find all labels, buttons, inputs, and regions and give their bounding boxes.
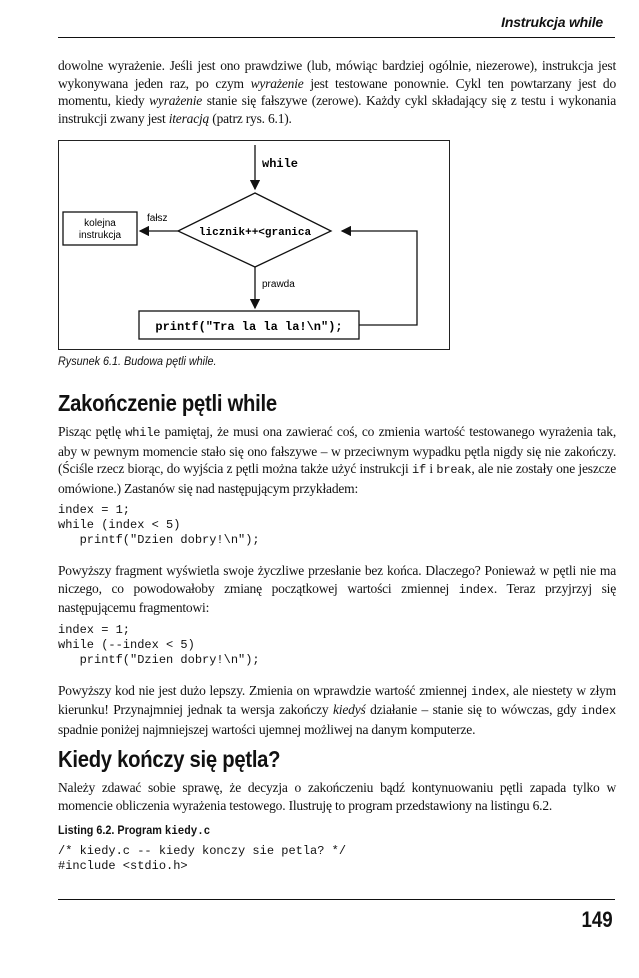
- s1p1-code-1: while: [125, 426, 161, 440]
- section1-paragraph-1: [58, 423, 616, 497]
- intro-emph-3: iteracją: [168, 110, 210, 126]
- section-heading-1: Zakończenie pętli while: [58, 390, 277, 416]
- s1p3-code-1: index: [470, 684, 506, 699]
- s1p3-text-3: działanie – stanie się to wówczas, gdy: [365, 702, 581, 717]
- header-rule: [58, 37, 615, 38]
- code-example-1: index = 1; while (index < 5) printf("Dzien dobry!\n");: [58, 503, 260, 547]
- page-number: 149: [581, 907, 613, 932]
- s1p1-text-4: , ale nie zostały one jeszcze omówione.) Zastanów się nad następującym przykładem:: [58, 461, 616, 496]
- s1p1-text-3: i: [426, 461, 437, 476]
- next-instruction-line1: kolejna: [84, 218, 116, 229]
- intro-block: [58, 57, 616, 127]
- while-label: while: [262, 157, 299, 171]
- section2-paragraph-1: Należy zdawać sobie sprawę, że decyzja o zakończeniu bądź kontynuowaniu pętli zapada tylko w momencie obliczenia wyrażenia testowego. Ilustruję to program przedstawiony na listingu 6.2.: [58, 780, 616, 813]
- condition-text: licznik++<granica: [198, 227, 312, 239]
- figure-caption: Rysunek 6.1. Budowa pętli while.: [58, 354, 217, 368]
- listing-prefix: Listing 6.2. Program: [58, 823, 165, 837]
- listing-filename: kiedy.c: [164, 824, 211, 838]
- s1p3-text-2: , ale niestety w złym kierunku! Przynajmniej jednak ta wersja zakończy: [58, 682, 616, 717]
- footer-rule: [58, 899, 615, 900]
- code-example-2: index = 1; while (--index < 5) printf("Dzien dobry!\n");: [58, 622, 260, 667]
- intro-text-3: stanie się fałszywe (zerowe). Każdy cykl składający się z testu i wykonania instrukcji zwany jest: [58, 93, 616, 126]
- intro-text-4: (patrz rys. 6.1).: [209, 110, 292, 126]
- flowchart-svg: [59, 141, 449, 349]
- intro-emph-1: wyrażenie: [250, 75, 304, 91]
- running-header: Instrukcja while: [501, 14, 603, 30]
- intro-paragraph: [58, 57, 616, 127]
- intro-emph-2: wyrażenie: [149, 93, 203, 108]
- s1p3-emph-1: kiedyś: [333, 702, 366, 717]
- section-loop-end: [58, 746, 616, 874]
- section1-paragraph-3: [58, 682, 616, 739]
- s1p3-text-1: Powyższy kod nie jest dużo lepszy. Zmienia on wprawdzie wartość zmiennej: [58, 682, 471, 698]
- s1p1-text-2: pamiętaj, że musi ona zawierać coś, co zmienia wartość testowanego wyrażenia tak, aby w pewnym momencie stało się ono fałszywe – w przeciwnym wypadku pętla nigdy się nie zakończy. (Ściśle rzecz biorąc, do wyjścia z pętli można także użyć instrukcji: [58, 424, 616, 476]
- true-label: prawda: [262, 279, 295, 290]
- section-heading-2: Kiedy kończy się pętla?: [58, 746, 281, 772]
- s1p3-text-4: spadnie poniżej najmniejszej wartości ujemnej możliwej na danym komputerze.: [58, 721, 476, 737]
- s1p2-text-2: . Teraz przyjrzyj się następującemu fragmentowi:: [58, 580, 617, 615]
- s1p1-text-1: Pisząc pętlę: [58, 424, 126, 439]
- listing-code: /* kiedy.c -- kiedy konczy sie petla? */ #include <stdio.h>: [58, 844, 347, 873]
- intro-text-2: jest testowane ponownie. Cykl ten powtarzany jest do momentu, kiedy: [58, 75, 616, 108]
- statement-text: printf("Tra la la la!\n");: [155, 320, 343, 334]
- false-label: fałsz: [147, 213, 168, 224]
- s1p3-code-2: index: [580, 704, 616, 718]
- s1p2-text-1: Powyższy fragment wyświetla swoje życzliwe przesłanie bez końca. Dlaczego? Ponieważ w pętli nie ma niczego, co powodowałoby zmianę początkowej wartości zmiennej: [58, 563, 616, 596]
- figure-while-flowchart: [58, 140, 450, 350]
- s1p1-code-2: if: [411, 463, 426, 477]
- section-loop-termination: [58, 390, 616, 738]
- s1p1-code-3: break: [436, 463, 472, 477]
- s1p2-code-1: index: [458, 582, 494, 597]
- section1-paragraph-2: [58, 562, 616, 617]
- next-instruction-line2: instrukcja: [78, 230, 122, 241]
- intro-text-1: dowolne wyrażenie. Jeśli jest ono prawdziwe (lub, mówiąc bardziej ogólnie, niezerowe), instrukcja jest wykonywana jeden raz, po czym: [58, 58, 616, 91]
- listing-title: [58, 823, 560, 838]
